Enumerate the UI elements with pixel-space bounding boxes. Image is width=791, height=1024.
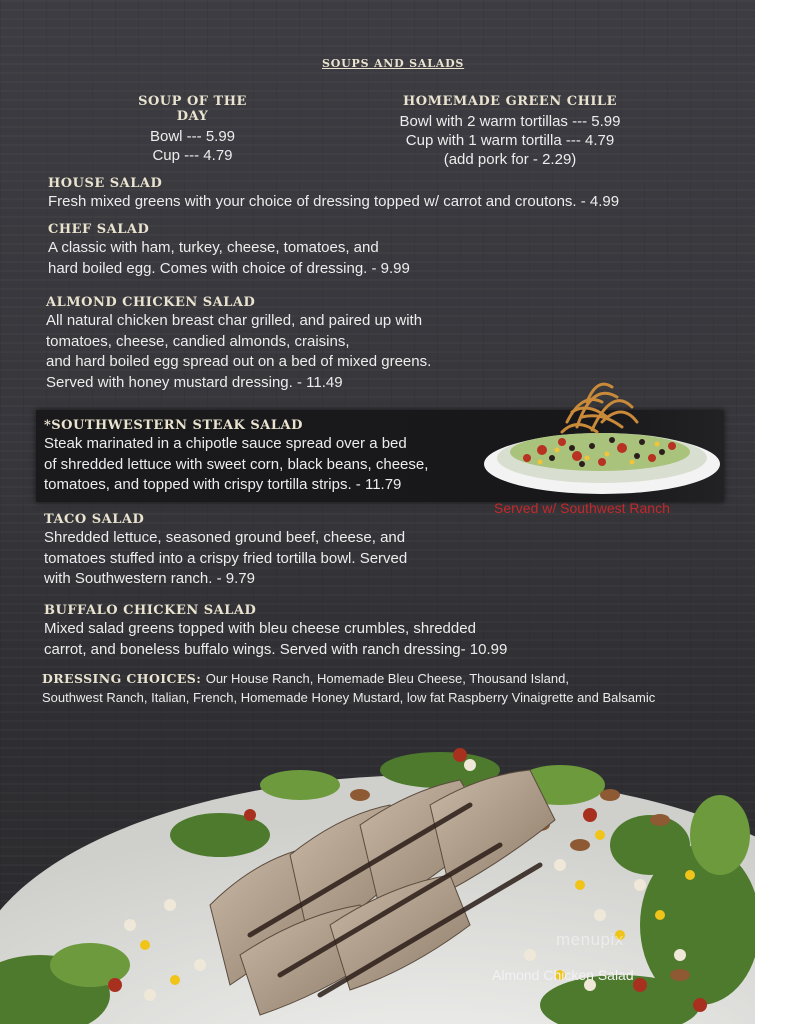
item-name: *SOUTHWESTERN STEAK SALAD: [44, 418, 303, 433]
item-description-line: and hard boiled egg spread out on a bed of mixed greens.: [46, 353, 432, 370]
green-chile-cup-price: Cup with 1 warm tortilla --- 4.79: [405, 132, 615, 149]
item-name: ALMOND CHICKEN SALAD: [46, 295, 256, 310]
item-description-line: All natural chicken breast char grilled, and paired up with: [46, 312, 423, 329]
menu-item-house-salad: [48, 176, 619, 213]
southwestern-salad-photo: [482, 372, 722, 502]
menu-item-taco-salad: [44, 512, 407, 590]
section-title: SOUPS AND SALADS: [322, 57, 465, 70]
item-name: BUFFALO CHICKEN SALAD: [44, 603, 257, 618]
soup-cup-price: Cup --- 4.79: [152, 147, 233, 164]
item-description-line: of shredded lettuce with sweet corn, black beans, cheese,: [44, 455, 429, 473]
menu-item-chef-salad: [48, 222, 410, 279]
dressing-choices: [42, 670, 655, 705]
item-description-line: Steak marinated in a chipotle sauce spread over a bed: [44, 435, 407, 452]
menu-item-almond-chicken-salad: [46, 295, 431, 393]
item-description-line: hard boiled egg. Comes with choice of dressing. - 9.99: [48, 259, 410, 277]
almond-chicken-salad-photo: [0, 725, 755, 1024]
item-description-line: Served with honey mustard dressing. - 11.49: [46, 373, 343, 391]
dressing-label: DRESSING CHOICES:: [42, 671, 202, 686]
green-chile-block: [380, 94, 640, 169]
item-name: TACO SALAD: [44, 512, 145, 527]
item-name: CHEF SALAD: [48, 222, 150, 237]
item-description-line: tomatoes, cheese, candied almonds, craisins,: [46, 332, 350, 350]
southwest-ranch-caption: Served w/ Southwest Ranch: [494, 500, 670, 516]
item-description: Fresh mixed greens with your choice of dressing topped w/ carrot and croutons. - 4.99: [48, 193, 620, 210]
item-description-line: tomatoes stuffed into a crispy fried tortilla bowl. Served: [44, 549, 408, 567]
soup-of-the-day-heading: SOUP OF THE DAY: [138, 94, 247, 124]
item-description-line: carrot, and boneless buffalo wings. Served with ranch dressing- 10.99: [44, 640, 508, 658]
green-chile-bowl-price: Bowl with 2 warm tortillas --- 5.99: [399, 113, 621, 130]
green-chile-heading: HOMEMADE GREEN CHILE: [403, 94, 617, 109]
item-description-line: with Southwestern ranch. - 9.79: [44, 570, 255, 587]
menu-item-southwestern-steak-salad: [44, 418, 428, 496]
item-description-line: Mixed salad greens topped with bleu cheese crumbles, shredded: [44, 620, 476, 637]
dressing-line: Our House Ranch, Homemade Bleu Cheese, Thousand Island,: [205, 671, 569, 686]
green-chile-pork-addon: (add pork for - 2.29): [443, 151, 577, 168]
almond-chicken-photo-caption: Almond Chicken Salad: [492, 967, 634, 983]
item-name: HOUSE SALAD: [48, 176, 163, 191]
menu-item-buffalo-chicken-salad: [44, 603, 507, 660]
item-description-line: A classic with ham, turkey, cheese, tomatoes, and: [48, 239, 379, 256]
item-description-line: Shredded lettuce, seasoned ground beef, cheese, and: [44, 529, 406, 546]
soup-of-the-day-block: [120, 94, 265, 165]
menupix-watermark: menupix: [556, 930, 624, 949]
dressing-line: Southwest Ranch, Italian, French, Homemade Honey Mustard, low fat Raspberry Vinaigrette and Balsamic: [42, 690, 656, 705]
soup-bowl-price: Bowl --- 5.99: [149, 128, 236, 145]
item-description-line: tomatoes, and topped with crispy tortilla strips. - 11.79: [44, 476, 402, 493]
